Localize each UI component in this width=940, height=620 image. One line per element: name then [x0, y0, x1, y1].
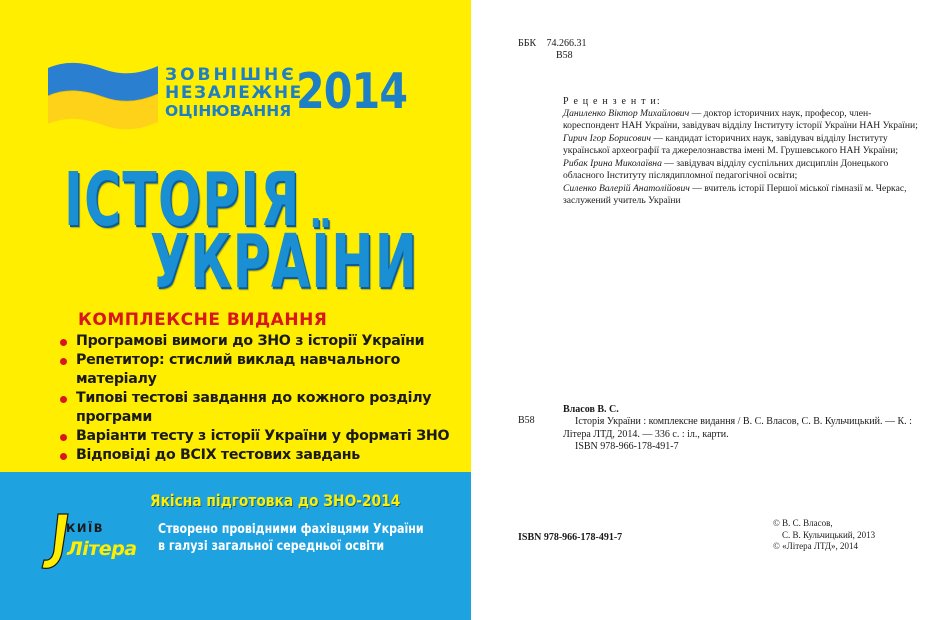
- publisher-city: КИЇВ: [66, 521, 105, 535]
- reviewers-heading: Р е ц е н з е н т и:: [563, 96, 661, 107]
- copyright-line-3: © «Літера ЛТД», 2014: [773, 541, 859, 551]
- list-item: Варіанти тесту з історії України у форматі ЗНО: [60, 427, 460, 446]
- copyright-notice: [773, 518, 875, 553]
- publisher-logo: [36, 512, 137, 576]
- bullet-icon: [60, 358, 67, 365]
- cover-blurb-line-1: Створено провідними фахівцями України: [158, 521, 424, 537]
- author-heading: Власов В. С.: [563, 404, 619, 415]
- zno-heading: [165, 65, 303, 120]
- cover-blurb-line-2: в галузі загальної середньої освіти: [158, 538, 385, 554]
- list-item: Типові тестові завдання до кожного розділу програми: [60, 389, 460, 427]
- bullet-icon: [60, 396, 67, 403]
- publisher-name: Літера: [67, 538, 137, 560]
- reviewer-entry: Силенко Валерій Анатолійович — вчитель історії Першої міської гімназії м. Черкас, заслужений учитель України: [563, 183, 907, 206]
- bibliographic-text: Історія України : комплексне видання / В. С. Власов, С. В. Кульчицький. — К. : Літера ЛТД, 2014. — 336 с. : іл., карти.: [563, 416, 912, 440]
- year-label: 2014: [296, 63, 408, 120]
- list-item: Відповіді до ВСІХ тестових завдань: [60, 446, 460, 465]
- isbn-bottom: ISBN 978-966-178-491-7: [518, 532, 623, 543]
- isbn-record: ISBN 978-966-178-491-7: [575, 441, 679, 452]
- bullet-icon: [60, 339, 67, 346]
- book-title-line-1: ІСТОРІЯ: [64, 157, 301, 243]
- bbk-code: 74.266.31: [546, 38, 587, 49]
- copyright-line-1: © В. С. Власов,: [773, 518, 833, 528]
- list-item: Програмові вимоги до ЗНО з історії України: [60, 332, 460, 351]
- bibliographic-record: [563, 415, 923, 441]
- reviewer-entry: Гирич Ігор Борисович — кандидат історичних наук, завідувач відділу Інституту української археографії та джерелознавства імені М. Грушевського НАН України;: [563, 133, 898, 156]
- reviewers-list: [563, 108, 923, 208]
- bib-author-mark: В58: [518, 415, 535, 426]
- zno-line-1: ЗОВНІШНЄ: [165, 65, 297, 85]
- copyright-line-2: С. В. Кульчицький, 2013: [782, 529, 876, 540]
- ukrainian-flag-icon: [46, 60, 160, 130]
- bbk-classification: [518, 37, 587, 50]
- cover-tagline: Якісна підготовка до ЗНО-2014: [150, 491, 401, 510]
- book-title-line-2: УКРАЇНИ: [150, 219, 419, 305]
- zno-line-2: НЕЗАЛЕЖНЕ: [165, 83, 303, 103]
- imprint-page: [471, 0, 940, 620]
- bullet-icon: [60, 434, 67, 441]
- bbk-author-mark: В58: [556, 50, 573, 61]
- book-subtitle: КОМПЛЕКСНЕ ВИДАННЯ: [78, 310, 328, 330]
- reviewer-entry: Даниленко Віктор Михайлович — доктор історичних наук, професор, член-кореспондент НАН України, завідувач відділу Інституту історії України НАН України;: [563, 108, 918, 131]
- feature-list: [60, 332, 460, 465]
- bullet-icon: [60, 453, 67, 460]
- reviewer-entry: Рибак Ірина Миколаївна — завідувач відділу суспільних дисциплін Донецького обласного Інституту післядипломної педагогічної освіти;: [563, 158, 889, 181]
- cover-blurb: [158, 521, 424, 555]
- zno-line-3: ОЦІНЮВАННЯ: [165, 102, 292, 120]
- list-item: Репетитор: стислий виклад навчального матеріалу: [60, 351, 460, 389]
- bbk-label: ББК: [518, 38, 537, 49]
